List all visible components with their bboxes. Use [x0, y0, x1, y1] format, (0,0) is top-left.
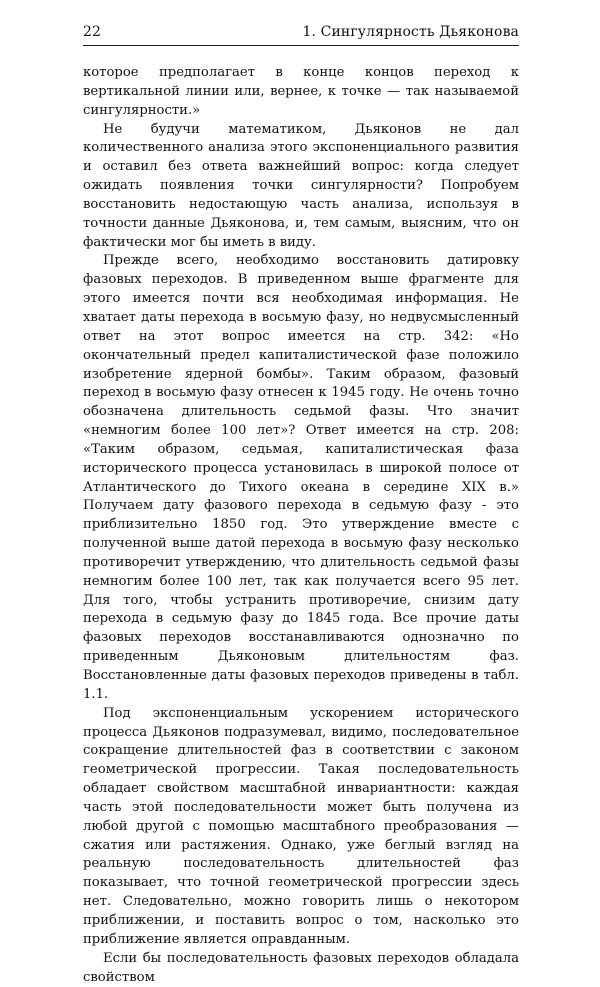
- paragraph: Прежде всего, необходимо восстановить датировку фазовых переходов. В приведенном выше фрагменте для этого имеется почти вся необходимая информация. Не хватает даты перехода в восьмую фазу, но недвусмысленный ответ на этот вопрос имеется на стр. 342: «Но окончательный предел капиталистической фазе положило изобретение ядерной бомбы». Таким образом, фазовый переход в восьмую фазу отнесен к 1945 году. Не очень точно обозначена длительность седьмой фазы. Что значит «немногим более 100 лет»? Ответ имеется на стр. 208: «Таким образом, седьмая, капиталистическая фаза исторического процесса установилась в широкой полосе от Атлантического до Тихого океана в середине XIX в.» Получаем дату фазового перехода в седьмую фазу - это приблизительно 1850 год. Это утверждение вместе с полученной выше датой перехода в восьмую фазу несколько противоречит утверждению, что длительность седьмой фазы немногим более 100 лет, так как получается всего 95 лет. Для того, чтобы устранить противоречие, снизим дату перехода в седьмую фазу до 1845 года. Все прочие даты фазовых переходов восстанавливаются однозначно по приведенным Дьяконовым длительностям фаз. Восстановленные даты фазовых переходов приведены в табл. 1.1.: [83, 253, 519, 702]
- page-number: 22: [83, 24, 102, 40]
- running-head: [83, 24, 519, 46]
- paragraph: Под экспоненциальным ускорением исторического процесса Дьяконов подразумевал, видимо, последовательное сокращение длительностей фаз в соответствии с законом геометрической прогрессии. Такая последовательность обладает свойством масштабной инвариантности: каждая часть этой последовательности может быть получена из любой другой с помощью масштабного преобразования — сжатия или растяжения. Однако, уже беглый взгляд на реальную последовательность длительностей фаз показывает, что точной геометрической прогрессии здесь нет. Следовательно, можно говорить лишь о некотором приближении, и поставить вопрос о том, насколько это приближение является оправданным.: [83, 705, 519, 947]
- paragraph: Если бы последовательность фазовых переходов обладала свойством: [83, 950, 519, 985]
- paragraph-continuation: которое предполагает в конце концов переход к вертикальной линии или, вернее, к точке — так называемой сингулярности.»: [83, 65, 519, 118]
- body-text: [83, 64, 519, 987]
- paragraph: Не будучи математиком, Дьяконов не дал количественного анализа этого экспоненциального развития и оставил без ответа важнейший вопрос: когда следует ожидать появления точки сингулярности? Попробуем восстановить недостающую часть анализа, используя в точности данные Дьяконова, и, тем самым, выясним, что он фактически мог бы иметь в виду.: [83, 121, 519, 250]
- chapter-title: 1. Сингулярность Дьяконова: [302, 24, 519, 40]
- header-rule: [83, 45, 519, 46]
